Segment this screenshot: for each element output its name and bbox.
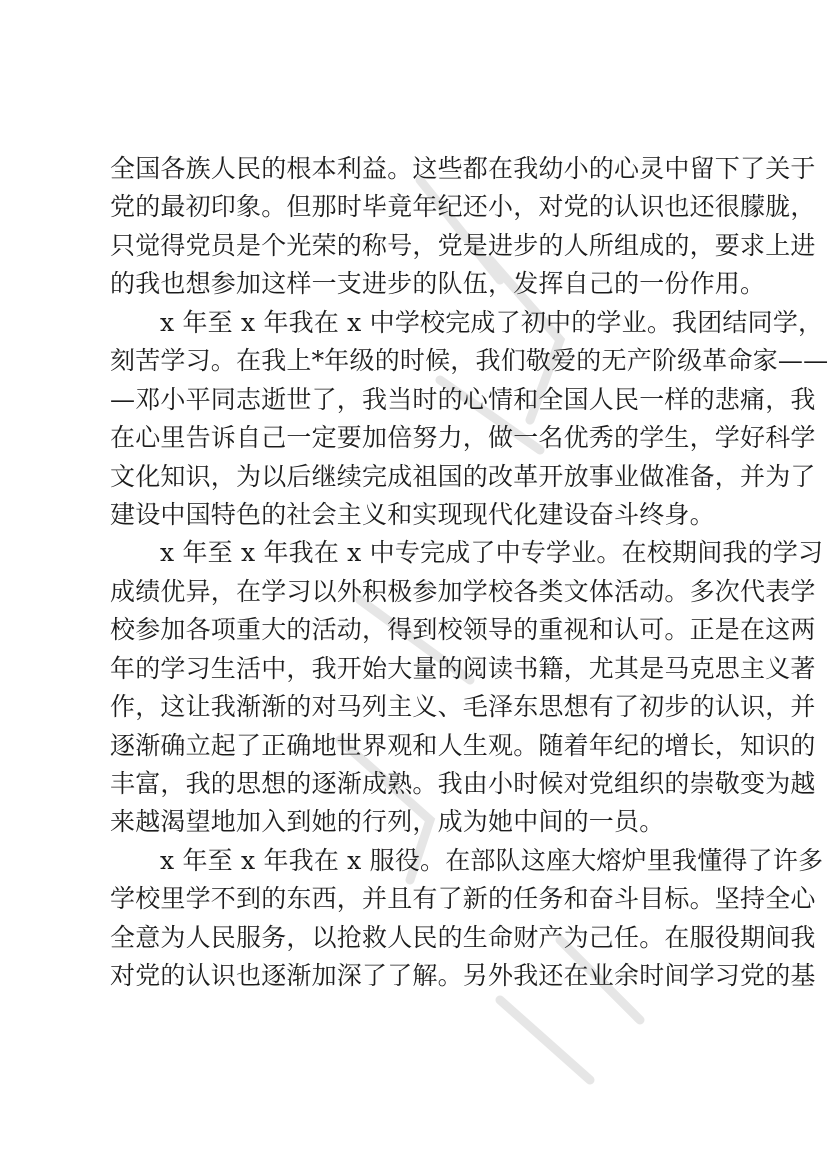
text-line: 的我也想参加这样一支进步的队伍，发挥自己的一份作用。 <box>110 269 766 299</box>
text-line: 年的学习生活中，我开始大量的阅读书籍，尤其是马克思主义著 <box>110 653 816 683</box>
text-line: 刻苦学习。在我上*年级的时候，我们敬爱的无产阶级革命家—— <box>110 346 829 376</box>
body-text <box>110 150 829 996</box>
text-line: 成绩优异，在学习以外积极参加学校各类文体活动。多次代表学 <box>110 576 816 606</box>
text-line: 建设中国特色的社会主义和实现现代化建设奋斗终身。 <box>110 499 715 529</box>
paragraph-first-line: x 年至 x 年我在 x 中学校完成了初中的学业。我团结同学， <box>160 307 824 337</box>
text-line: 来越渴望地加入到她的行列，成为她中间的一员。 <box>110 807 665 837</box>
text-line: 全意为人民服务，以抢救人民的生命财产为己任。在服役期间我 <box>110 922 816 952</box>
text-line: 文化知识，为以后继续完成祖国的改革开放事业做准备，并为了 <box>110 461 816 491</box>
text-line: 党的最初印象。但那时毕竟年纪还小，对党的认识也还很朦胧， <box>110 192 816 222</box>
text-line: 逐渐确立起了正确地世界观和人生观。随着年纪的增长，知识的 <box>110 730 816 760</box>
text-line: —邓小平同志逝世了，我当时的心情和全国人民一样的悲痛，我 <box>110 384 816 414</box>
text-line: 只觉得党员是个光荣的称号，党是进步的人所组成的，要求上进 <box>110 230 816 260</box>
text-line: 在心里告诉自己一定要加倍努力，做一名优秀的学生，学好科学 <box>110 423 816 453</box>
text-line: 作，这让我渐渐的对马列主义、毛泽东思想有了初步的认识，并 <box>110 692 816 722</box>
text-line: 丰富，我的思想的逐渐成熟。我由小时候对党组织的崇敬变为越 <box>110 769 816 798</box>
text-line: 全国各族人民的根本利益。这些都在我幼小的心灵中留下了关于 <box>110 154 816 183</box>
text-line: 对党的认识也逐渐加深了了解。另外我还在业余时间学习党的基 <box>110 961 816 991</box>
paragraph-first-line: x 年至 x 年我在 x 服役。在部队这座大熔炉里我懂得了许多 <box>160 845 824 875</box>
text-line: 校参加各项重大的活动，得到校领导的重视和认可。正是在这两 <box>110 615 816 645</box>
paragraph-first-line: x 年至 x 年我在 x 中专完成了中专学业。在校期间我的学习 <box>160 538 824 568</box>
watermark-stroke <box>500 1000 590 1080</box>
text-line: 学校里学不到的东西，并且有了新的任务和奋斗目标。坚持全心 <box>110 884 816 914</box>
